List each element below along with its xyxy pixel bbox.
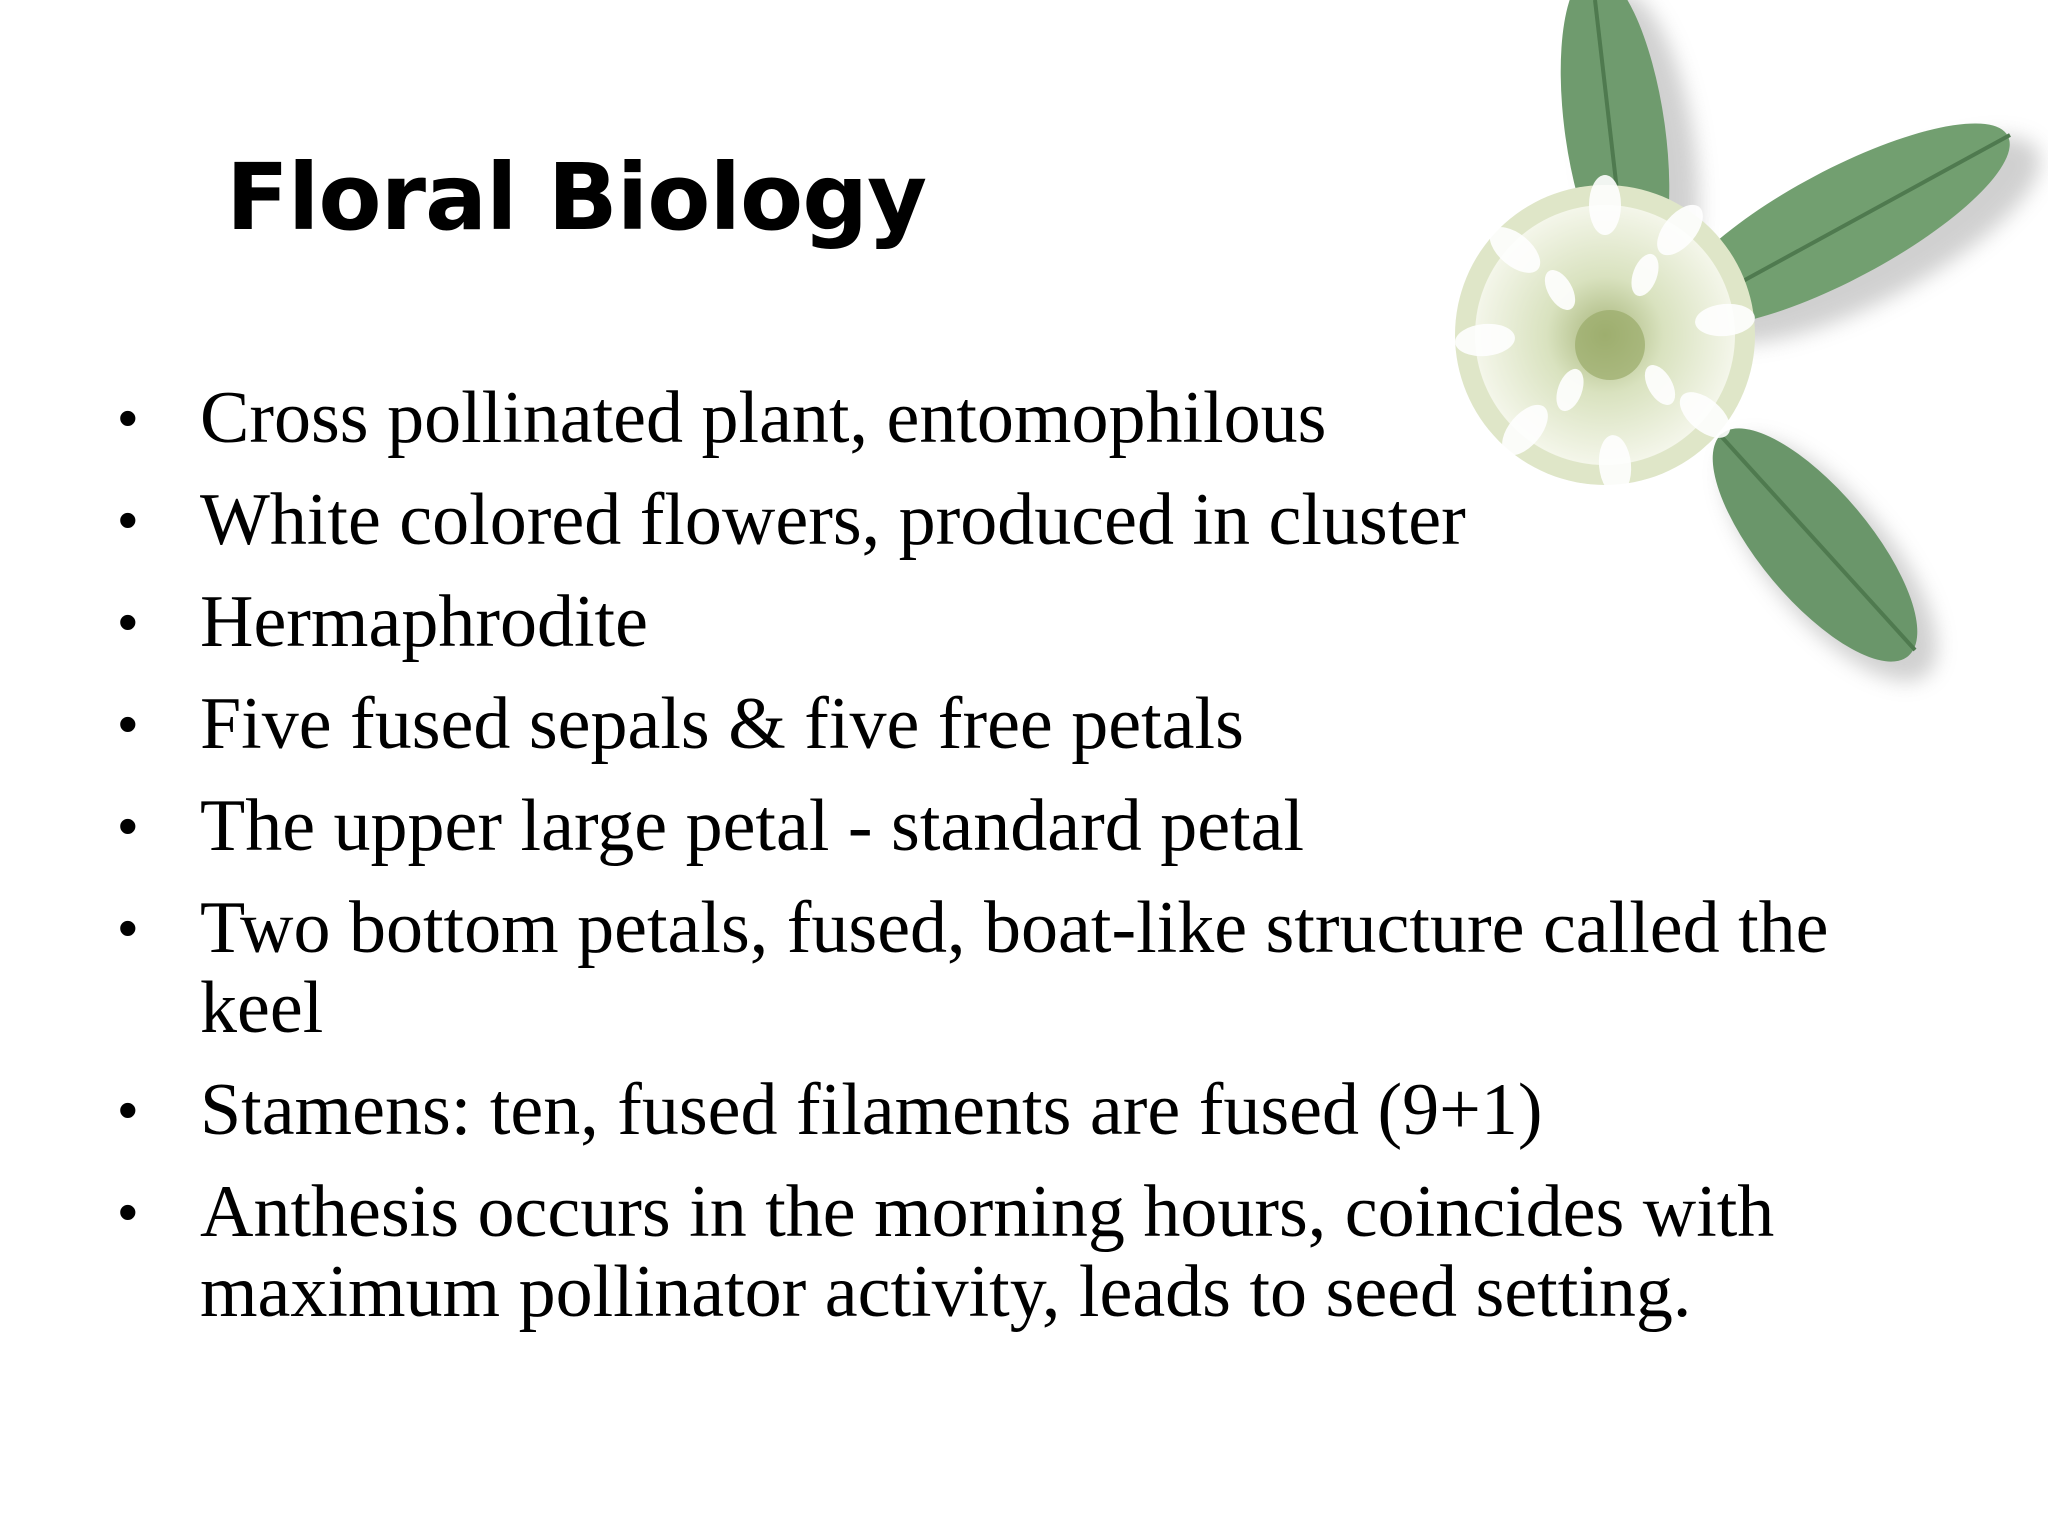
bullet-list (118, 378, 1958, 1354)
bullet-icon: • (118, 1180, 138, 1243)
bullet-icon: • (118, 692, 138, 755)
bullet-item (118, 480, 1958, 560)
bullet-icon: • (118, 590, 138, 653)
bullet-text: Cross pollinated plant, entomophilous (200, 377, 1327, 459)
bullet-icon: • (118, 794, 138, 857)
bullet-icon: • (118, 386, 138, 449)
bullet-item (118, 888, 1958, 1048)
bullet-item (118, 1172, 1958, 1332)
bullet-item (118, 786, 1958, 866)
bullet-icon: • (118, 896, 138, 959)
bullet-item (118, 378, 1958, 458)
bullet-text: Five fused sepals & five free petals (200, 683, 1244, 765)
bullet-item (118, 1070, 1958, 1150)
bullet-item (118, 582, 1958, 662)
bullet-icon: • (118, 488, 138, 551)
bullet-item (118, 684, 1958, 764)
bullet-text: Hermaphrodite (200, 581, 648, 663)
bullet-text: White colored flowers, produced in cluster (200, 479, 1466, 561)
bullet-text: Anthesis occurs in the morning hours, coincides with maximum pollinator activity, leads to seed setting. (200, 1171, 1775, 1333)
bullet-text: Two bottom petals, fused, boat-like structure called the keel (200, 887, 1829, 1049)
bullet-icon: • (118, 1078, 138, 1141)
bullet-text: Stamens: ten, fused filaments are fused (9+1) (200, 1069, 1543, 1151)
bullet-text: The upper large petal - standard petal (200, 785, 1305, 867)
slide-title: Floral Biology (226, 144, 927, 251)
